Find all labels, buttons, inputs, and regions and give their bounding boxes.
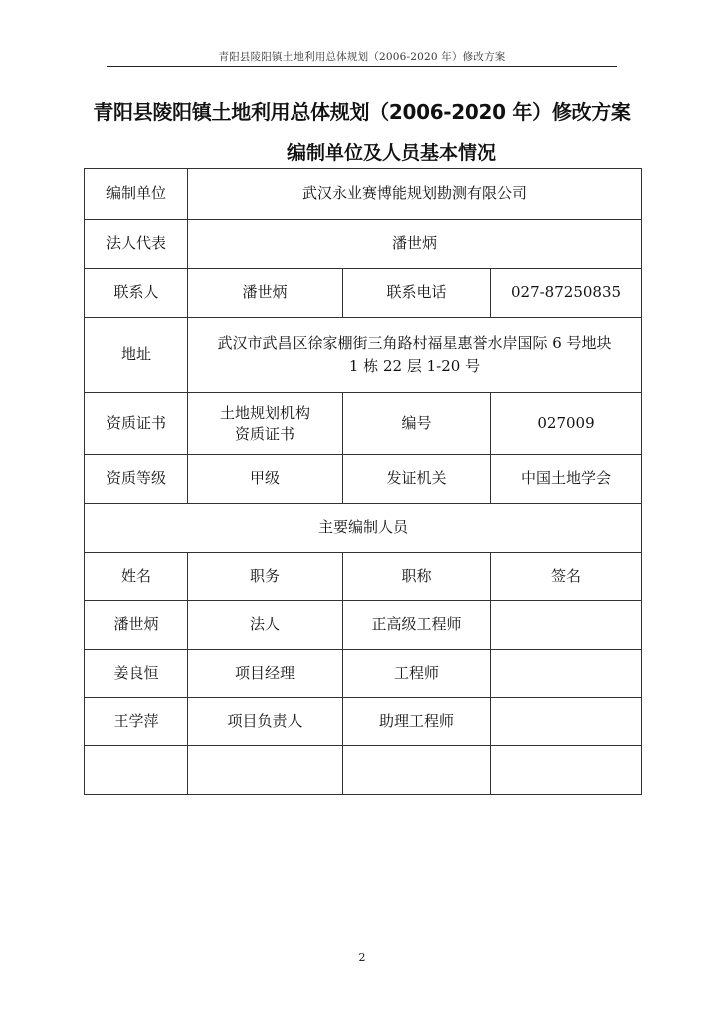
staff-signature	[491, 650, 642, 698]
row-legal-rep	[85, 220, 642, 269]
staff-col-signature: 签名	[491, 553, 642, 601]
staff-title	[343, 746, 491, 795]
staff-position	[188, 746, 343, 795]
cert-value	[188, 393, 343, 455]
staff-col-position: 职务	[188, 553, 343, 601]
legal-rep-value: 潘世炳	[188, 220, 642, 269]
issuer-label: 发证机关	[343, 455, 491, 504]
issuer-value: 中国土地学会	[491, 455, 642, 504]
contact-label: 联系人	[85, 269, 188, 318]
address-line-2: 1 栋 22 层 1-20 号	[348, 357, 481, 375]
running-header: 青阳县陵阳镇土地利用总体规划（2006-2020 年）修改方案	[218, 51, 506, 63]
staff-title: 助理工程师	[343, 698, 491, 746]
cert-no-label: 编号	[343, 393, 491, 455]
staff-header-row	[85, 553, 642, 601]
staff-col-title: 职称	[343, 553, 491, 601]
legal-rep-label: 法人代表	[85, 220, 188, 269]
address-value	[188, 318, 642, 393]
cert-value-line-1: 土地规划机构	[219, 404, 310, 423]
row-grade	[85, 455, 642, 504]
staff-section-title: 主要编制人员	[85, 504, 642, 553]
staff-row	[85, 650, 642, 698]
row-certificate	[85, 393, 642, 455]
phone-value: 027-87250835	[491, 269, 642, 318]
row-unit	[85, 169, 642, 220]
staff-position: 法人	[188, 601, 343, 650]
staff-position: 项目负责人	[188, 698, 343, 746]
cert-label: 资质证书	[85, 393, 188, 455]
staff-col-name: 姓名	[85, 553, 188, 601]
staff-name	[85, 746, 188, 795]
page-number: 2	[358, 951, 366, 964]
grade-label: 资质等级	[85, 455, 188, 504]
staff-title: 正高级工程师	[343, 601, 491, 650]
cert-value-line-2: 资质证书	[234, 424, 295, 443]
staff-signature	[491, 698, 642, 746]
contact-value: 潘世炳	[188, 269, 343, 318]
address-label: 地址	[85, 318, 188, 393]
header-rule	[107, 66, 617, 67]
unit-label: 编制单位	[85, 169, 188, 220]
staff-row	[85, 601, 642, 650]
staff-name: 姜良恒	[85, 650, 188, 698]
row-address	[85, 318, 642, 393]
cert-no-value: 027009	[491, 393, 642, 455]
info-table	[84, 168, 642, 795]
address-line-1: 武汉市武昌区徐家棚街三角路村福星惠誉水岸国际 6 号地块	[217, 333, 612, 352]
staff-signature	[491, 746, 642, 795]
unit-value: 武汉永业赛博能规划勘测有限公司	[188, 169, 642, 220]
staff-name: 王学萍	[85, 698, 188, 746]
staff-name: 潘世炳	[85, 601, 188, 650]
staff-row	[85, 746, 642, 795]
staff-title: 工程师	[343, 650, 491, 698]
grade-value: 甲级	[188, 455, 343, 504]
row-contact	[85, 269, 642, 318]
staff-row	[85, 698, 642, 746]
phone-label: 联系电话	[343, 269, 491, 318]
document-subtitle: 编制单位及人员基本情况	[287, 142, 497, 164]
staff-signature	[491, 601, 642, 650]
document-title: 青阳县陵阳镇土地利用总体规划（2006-2020 年）修改方案	[93, 100, 631, 124]
row-staff-section	[85, 504, 642, 553]
staff-position: 项目经理	[188, 650, 343, 698]
